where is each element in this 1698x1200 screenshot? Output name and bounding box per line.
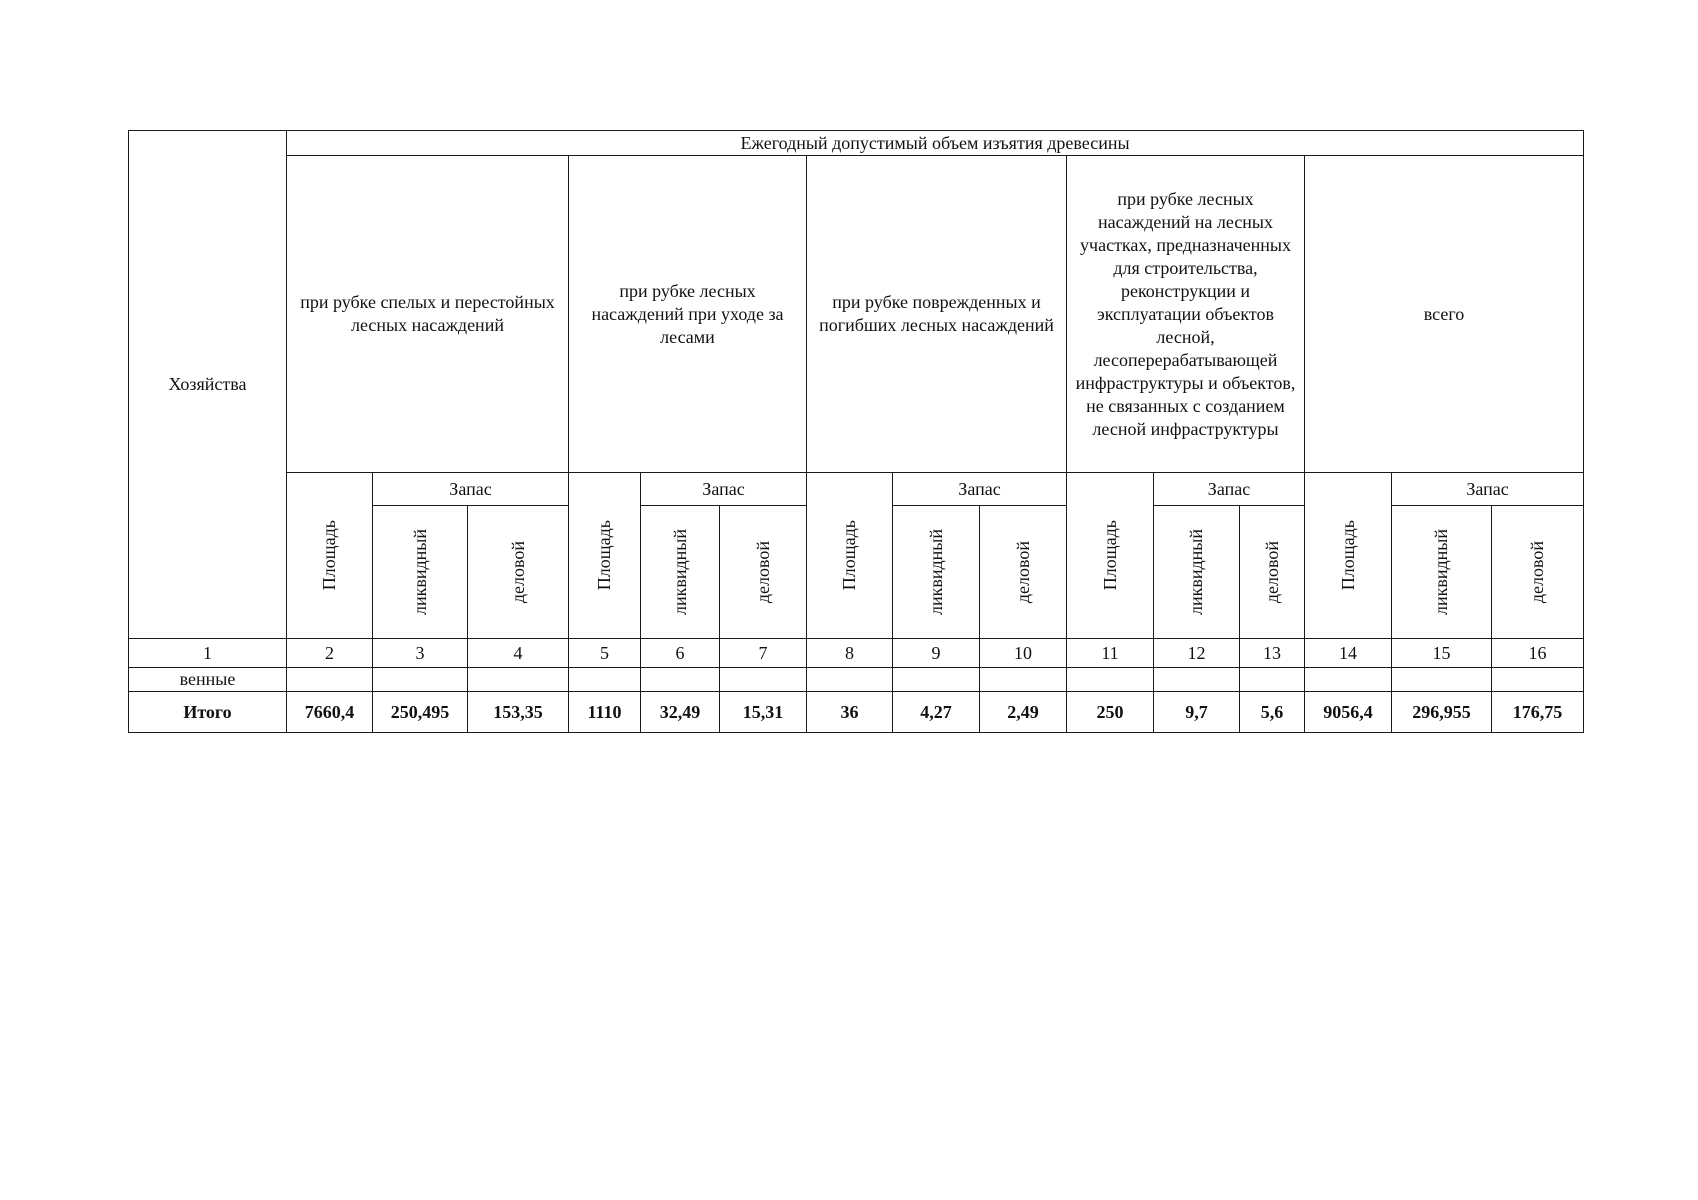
business-header: деловой bbox=[980, 506, 1067, 639]
total-cell: 2,49 bbox=[980, 692, 1067, 733]
table-cell bbox=[1240, 668, 1305, 692]
table-cell bbox=[641, 668, 720, 692]
total-cell: 9,7 bbox=[1154, 692, 1240, 733]
group-header-total: всего bbox=[1305, 156, 1584, 473]
total-cell: 296,955 bbox=[1392, 692, 1492, 733]
group-header-construction: при рубке лесных насаждений на лесных участках, предназначенных для строительства, реконструкции и эксплуатации объектов лесной, лесоперерабатывающей инфраструктуры и объектов, не связанных с созданием лесной инфраструктуры bbox=[1067, 156, 1305, 473]
total-cell: 250,495 bbox=[373, 692, 468, 733]
total-cell: 250 bbox=[1067, 692, 1154, 733]
total-cell: 9056,4 bbox=[1305, 692, 1392, 733]
liquid-header: ликвидный bbox=[1154, 506, 1240, 639]
column-number: 11 bbox=[1067, 639, 1154, 668]
stock-header: Запас bbox=[373, 473, 569, 506]
area-header: Площадь bbox=[1067, 473, 1154, 639]
table-cell bbox=[468, 668, 569, 692]
area-header: Площадь bbox=[569, 473, 641, 639]
table-row bbox=[129, 668, 1584, 692]
total-cell: 4,27 bbox=[893, 692, 980, 733]
column-number: 14 bbox=[1305, 639, 1392, 668]
group-header-mature: при рубке спелых и перестойных лесных насаждений bbox=[287, 156, 569, 473]
total-cell: 7660,4 bbox=[287, 692, 373, 733]
column-number: 8 bbox=[807, 639, 893, 668]
table-cell bbox=[893, 668, 980, 692]
total-cell: 1110 bbox=[569, 692, 641, 733]
column-number: 7 bbox=[720, 639, 807, 668]
stock-header: Запас bbox=[641, 473, 807, 506]
business-header: деловой bbox=[468, 506, 569, 639]
business-header: деловой bbox=[1240, 506, 1305, 639]
stock-header: Запас bbox=[893, 473, 1067, 506]
table-cell bbox=[1392, 668, 1492, 692]
group-header-damaged: при рубке поврежденных и погибших лесных насаждений bbox=[807, 156, 1067, 473]
table-cell bbox=[569, 668, 641, 692]
stock-header: Запас bbox=[1392, 473, 1584, 506]
total-row bbox=[129, 692, 1584, 733]
column-number: 16 bbox=[1492, 639, 1584, 668]
total-cell: 36 bbox=[807, 692, 893, 733]
area-header: Площадь bbox=[287, 473, 373, 639]
column-number: 6 bbox=[641, 639, 720, 668]
total-cell: 15,31 bbox=[720, 692, 807, 733]
liquid-header: ликвидный bbox=[641, 506, 720, 639]
farm-name-cell: венные bbox=[129, 668, 287, 692]
column-number-row bbox=[129, 639, 1584, 668]
table-cell bbox=[1492, 668, 1584, 692]
total-cell: 176,75 bbox=[1492, 692, 1584, 733]
liquid-header: ликвидный bbox=[373, 506, 468, 639]
group-header-thinning: при рубке лесных насаждений при уходе за лесами bbox=[569, 156, 807, 473]
table-cell bbox=[1067, 668, 1154, 692]
column-number: 13 bbox=[1240, 639, 1305, 668]
column-number: 9 bbox=[893, 639, 980, 668]
timber-volume-table bbox=[128, 130, 1584, 733]
column-number: 1 bbox=[129, 639, 287, 668]
area-header: Площадь bbox=[1305, 473, 1392, 639]
business-header: деловой bbox=[720, 506, 807, 639]
table-cell bbox=[980, 668, 1067, 692]
table-cell bbox=[807, 668, 893, 692]
area-header: Площадь bbox=[807, 473, 893, 639]
column-number: 10 bbox=[980, 639, 1067, 668]
table-cell bbox=[373, 668, 468, 692]
table-cell bbox=[1154, 668, 1240, 692]
liquid-header: ликвидный bbox=[1392, 506, 1492, 639]
column-number: 3 bbox=[373, 639, 468, 668]
table-cell bbox=[1305, 668, 1392, 692]
total-label: Итого bbox=[129, 692, 287, 733]
total-cell: 5,6 bbox=[1240, 692, 1305, 733]
total-cell: 32,49 bbox=[641, 692, 720, 733]
total-cell: 153,35 bbox=[468, 692, 569, 733]
column-number: 2 bbox=[287, 639, 373, 668]
farm-column-header: Хозяйства bbox=[129, 131, 287, 639]
table-title: Ежегодный допустимый объем изъятия древесины bbox=[287, 131, 1584, 156]
column-number: 5 bbox=[569, 639, 641, 668]
column-number: 4 bbox=[468, 639, 569, 668]
table-cell bbox=[720, 668, 807, 692]
business-header: деловой bbox=[1492, 506, 1584, 639]
column-number: 15 bbox=[1392, 639, 1492, 668]
liquid-header: ликвидный bbox=[893, 506, 980, 639]
stock-header: Запас bbox=[1154, 473, 1305, 506]
column-number: 12 bbox=[1154, 639, 1240, 668]
table-cell bbox=[287, 668, 373, 692]
